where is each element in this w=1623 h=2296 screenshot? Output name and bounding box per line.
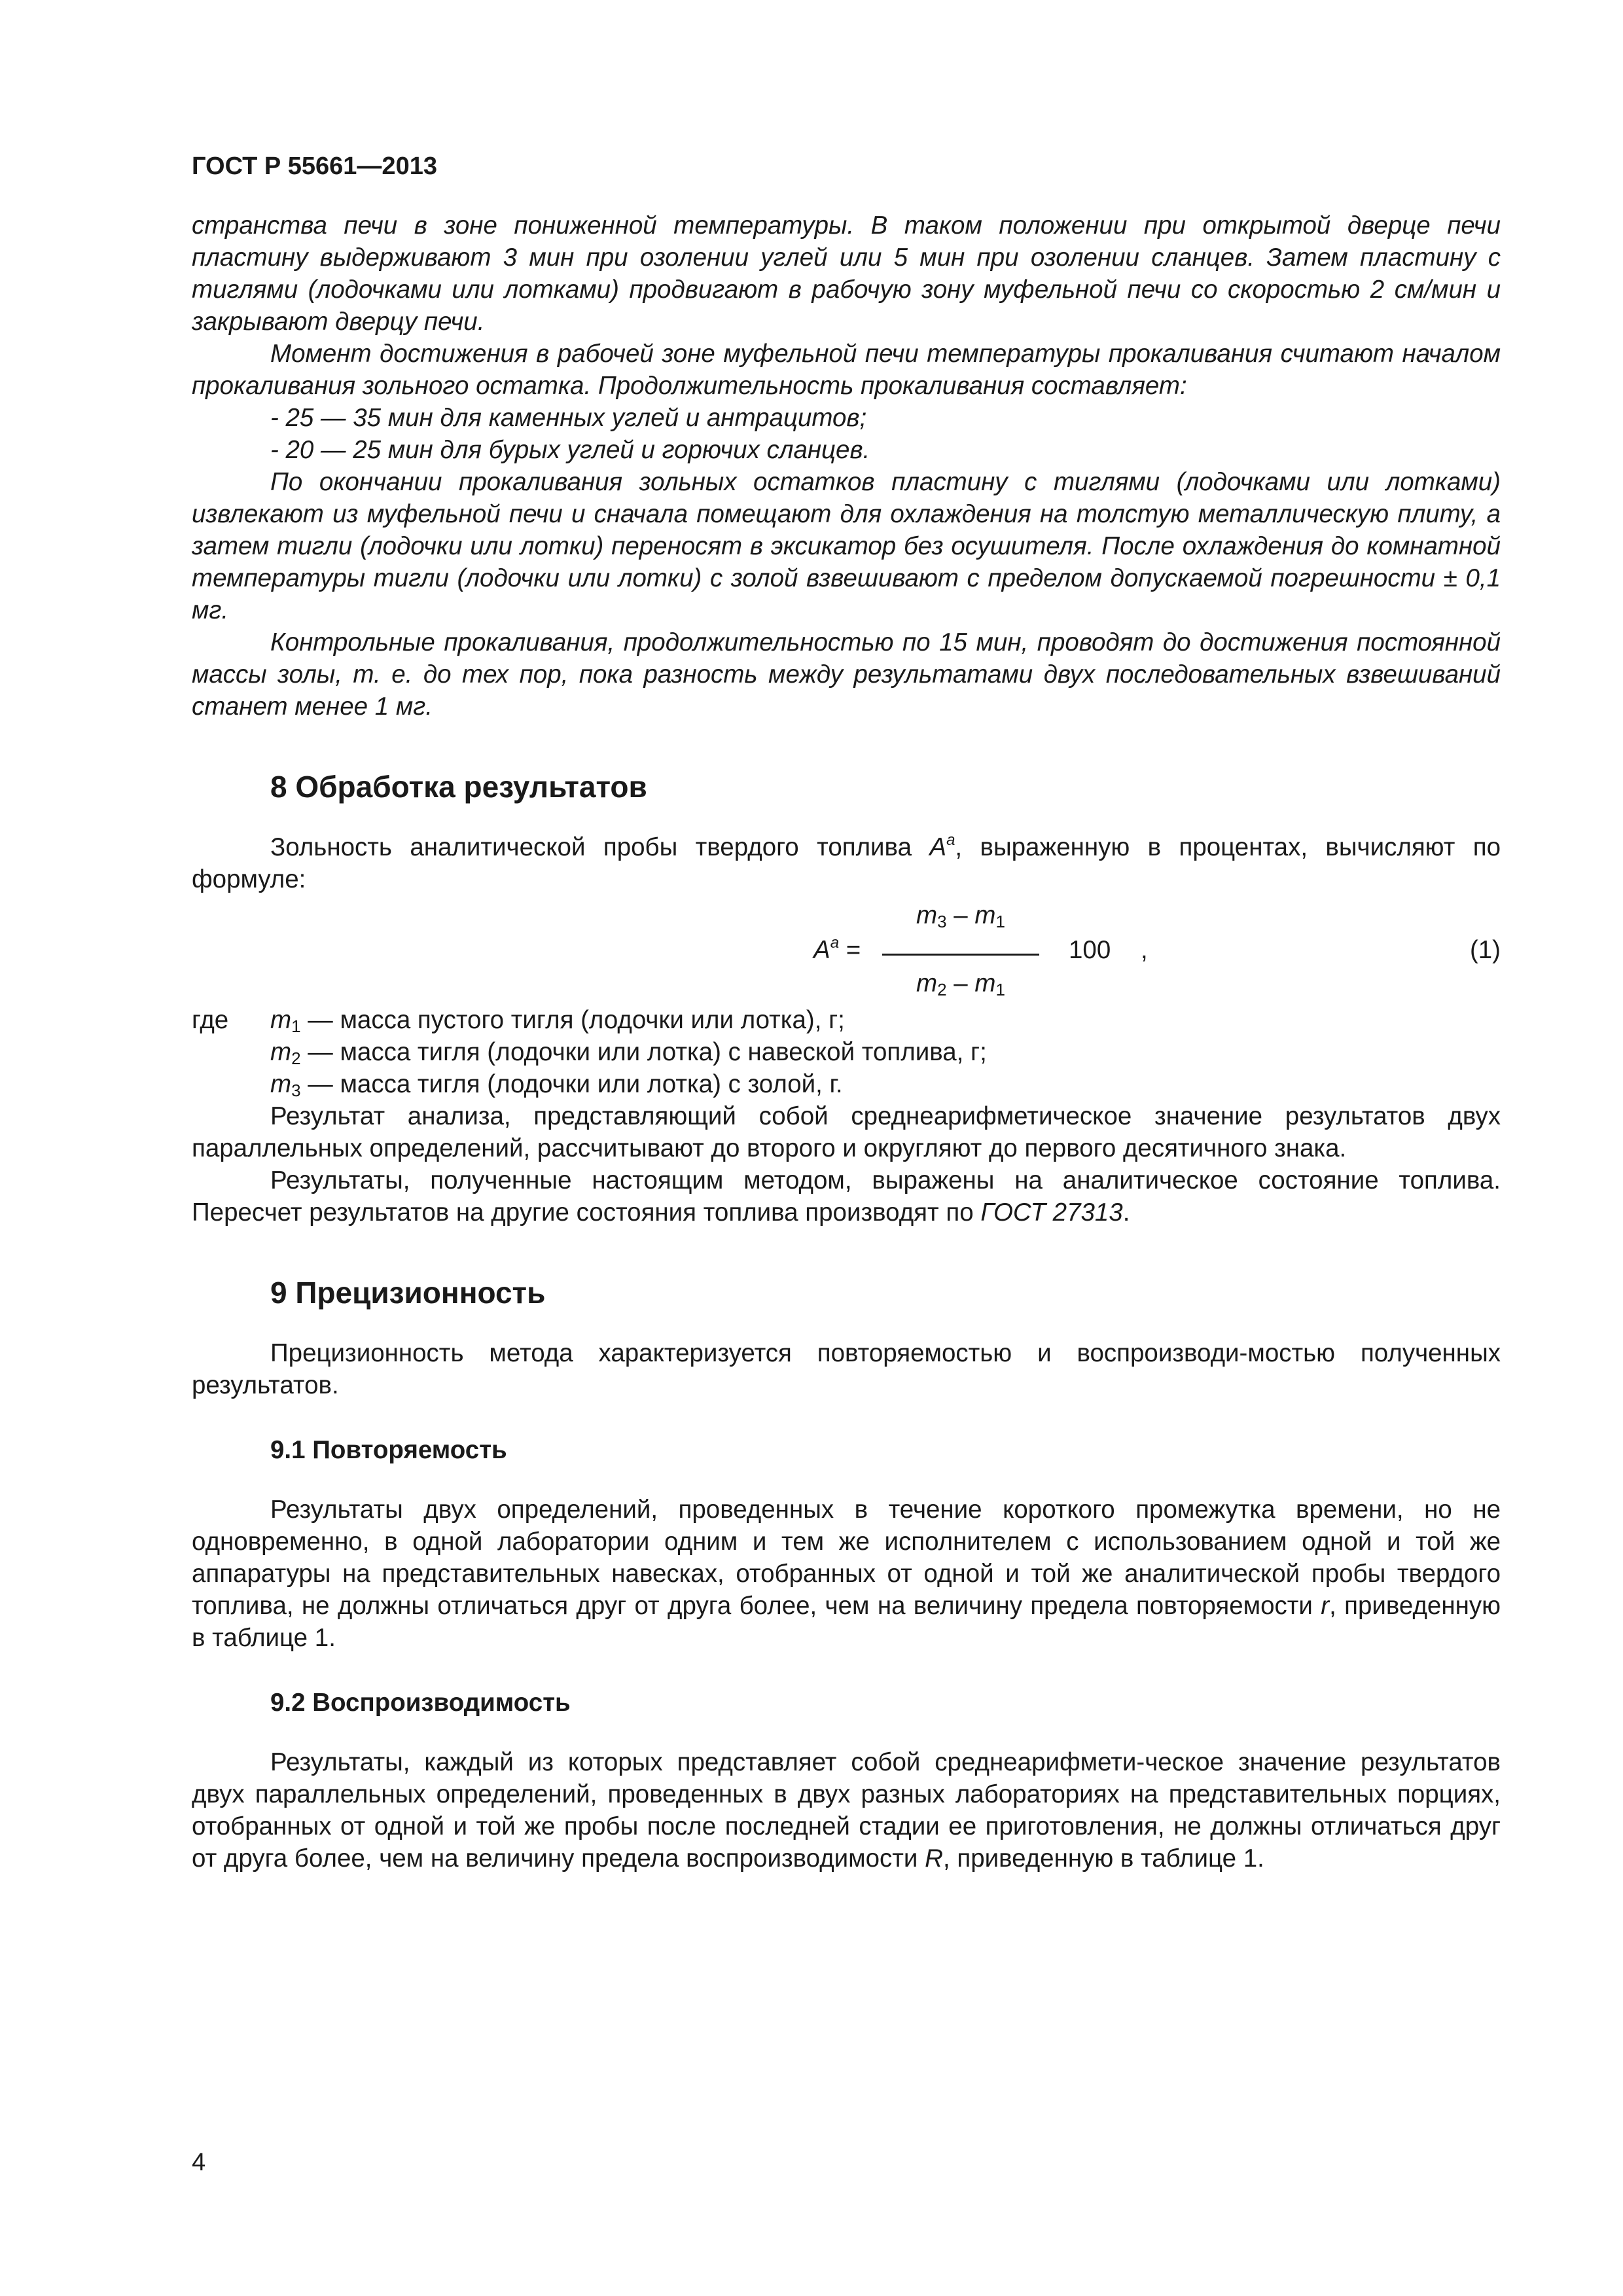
symbol-superscript: a <box>830 934 840 952</box>
document-header: ГОСТ Р 55661—2013 <box>192 152 437 180</box>
text-span: , выраженную в процентах, вычисляют по формуле: <box>192 833 1501 893</box>
subsection-heading: 9.1 Повторяемость <box>270 1436 507 1464</box>
definition-text: — масса тигля (лодочки или лотка) с золой, г. <box>300 1070 843 1098</box>
operator: – <box>946 901 975 929</box>
paragraph: странства печи в зоне пониженной температуры. В таком положении при открытой дверце печи пластину выдерживают 3 мин при озолении углей или 5 мин при озолении сланцев. Затем пластину с тиглями (лодочками или лотками) продвигают в рабочую зону муфельной печи со скоростью 2 см/мин и закрывают дверцу печи. <box>192 211 1501 336</box>
formula <box>192 899 1501 1004</box>
symbol-superscript: a <box>946 831 955 849</box>
definition-line <box>192 1004 1501 1036</box>
fraction-bar <box>882 954 1039 956</box>
equals-sign: = <box>839 936 861 964</box>
symbol: m <box>270 1070 292 1098</box>
paragraph: Результат анализа, представляющий собой среднеарифметическое значение результатов двух параллельных определений, рассчитывают до второго и округляют до первого десятичного знака. <box>192 1102 1501 1162</box>
definition-text: — масса тигля (лодочки или лотка) с навеской топлива, г; <box>300 1038 987 1066</box>
subscript: 2 <box>937 980 947 999</box>
paragraph: Контрольные прокаливания, продолжительностью по 15 мин, проводят до достижения постоянной массы золы, т. е. до тех пор, пока разность между результатами двух последовательных взвешиваний станет менее 1 мг. <box>192 628 1501 721</box>
symbol: m <box>974 969 996 997</box>
symbol: m <box>916 901 938 929</box>
paragraph <box>192 1746 1501 1874</box>
paragraph <box>192 831 1501 895</box>
paragraph: Прецизионность метода характеризуется повторяемостью и воспроизводи-мостью полученных результатов. <box>192 1339 1501 1399</box>
where-label: где <box>192 1006 229 1034</box>
subscript: 1 <box>291 1016 301 1036</box>
paragraph <box>192 1164 1501 1229</box>
formula-numerator <box>882 899 1039 931</box>
paragraph: Момент достижения в рабочей зоне муфельной печи температуры прокаливания считают началом прокаливания зольного остатка. Продолжительность прокаливания составляет: <box>192 340 1501 400</box>
symbol: R <box>925 1844 943 1873</box>
symbol: m <box>270 1006 292 1034</box>
subscript: 2 <box>291 1049 301 1068</box>
paragraph: По окончании прокаливания зольных остатков пластину с тиглями (лодочками или лотками) извлекают из муфельной печи и сначала помещают для охлаждения на толстую металлическую плиту, а затем тигли (лодочки или лотки) переносят в эксикатор без осушителя. После охлаждения до комнатной температуры тигли (лодочки или лотки) с золой взвешивают с пределом допускаемой погрешности ± 0,1 мг. <box>192 468 1501 624</box>
text-span: . <box>1122 1198 1130 1227</box>
definition-line <box>192 1068 1501 1100</box>
text-span: , приведенную в таблице 1. <box>942 1844 1264 1873</box>
symbol: A <box>929 833 947 861</box>
page-content <box>192 209 1501 1874</box>
symbol: m <box>974 901 996 929</box>
formula-denominator <box>882 967 1039 999</box>
definition-line <box>192 1036 1501 1068</box>
symbol: m <box>270 1038 292 1066</box>
symbol: A <box>813 936 830 964</box>
text-span: Результаты, каждый из которых представляет собой среднеарифмети-ческое значение результатов двух параллельных определений, проведенных в двух разных лабораториях на представительных порциях, отобранных от одной и той же пробы после последней стадии ее приготовления, не должны отличаться друг от друга более, чем на величину предела воспроизводимости <box>192 1748 1501 1873</box>
text-span: Результаты двух определений, проведенных в течение короткого промежутка времени, но не одновременно, в одной лаборатории одним и тем же исполнителем с использованием одной и той же аппаратуры на представительных навесках, отобранных от одной и той же аналитической пробы твердого топлива, не должны отличаться друг от друга более, чем на величину предела повторяемости <box>192 1496 1501 1620</box>
subsection-heading: 9.2 Воспроизводимость <box>270 1689 571 1717</box>
list-item: - 25 — 35 мин для каменных углей и антрацитов; <box>270 404 867 432</box>
definition-text: — масса пустого тигля (лодочки или лотка), г; <box>300 1006 845 1034</box>
subscript: 1 <box>995 980 1005 999</box>
subscript: 3 <box>937 912 947 931</box>
symbol: m <box>916 969 938 997</box>
paragraph <box>192 1494 1501 1654</box>
formula-multiplier: 100 <box>1069 936 1111 964</box>
formula-comma: , <box>1141 936 1148 964</box>
subscript: 3 <box>291 1081 301 1100</box>
text-span: Зольность аналитической пробы твердого топлива <box>270 833 930 861</box>
formula-lhs <box>813 934 861 966</box>
text-span: Результаты, полученные настоящим методом, выражены на аналитическое состояние топлива. Пересчет результатов на другие состояния топлива производят по <box>192 1166 1501 1227</box>
symbol: r <box>1321 1592 1330 1620</box>
subscript: 1 <box>995 912 1005 931</box>
section-heading: 9 Прецизионность <box>270 1276 546 1310</box>
standard-reference: ГОСТ 27313 <box>980 1198 1123 1227</box>
operator: – <box>946 969 975 997</box>
list-item: - 20 — 25 мин для бурых углей и горючих сланцев. <box>270 436 870 464</box>
section-heading: 8 Обработка результатов <box>270 770 647 804</box>
page-number: 4 <box>192 2149 206 2176</box>
text-span: , приведенную в таблице 1. <box>192 1592 1501 1652</box>
formula-number: (1) <box>1469 936 1501 964</box>
